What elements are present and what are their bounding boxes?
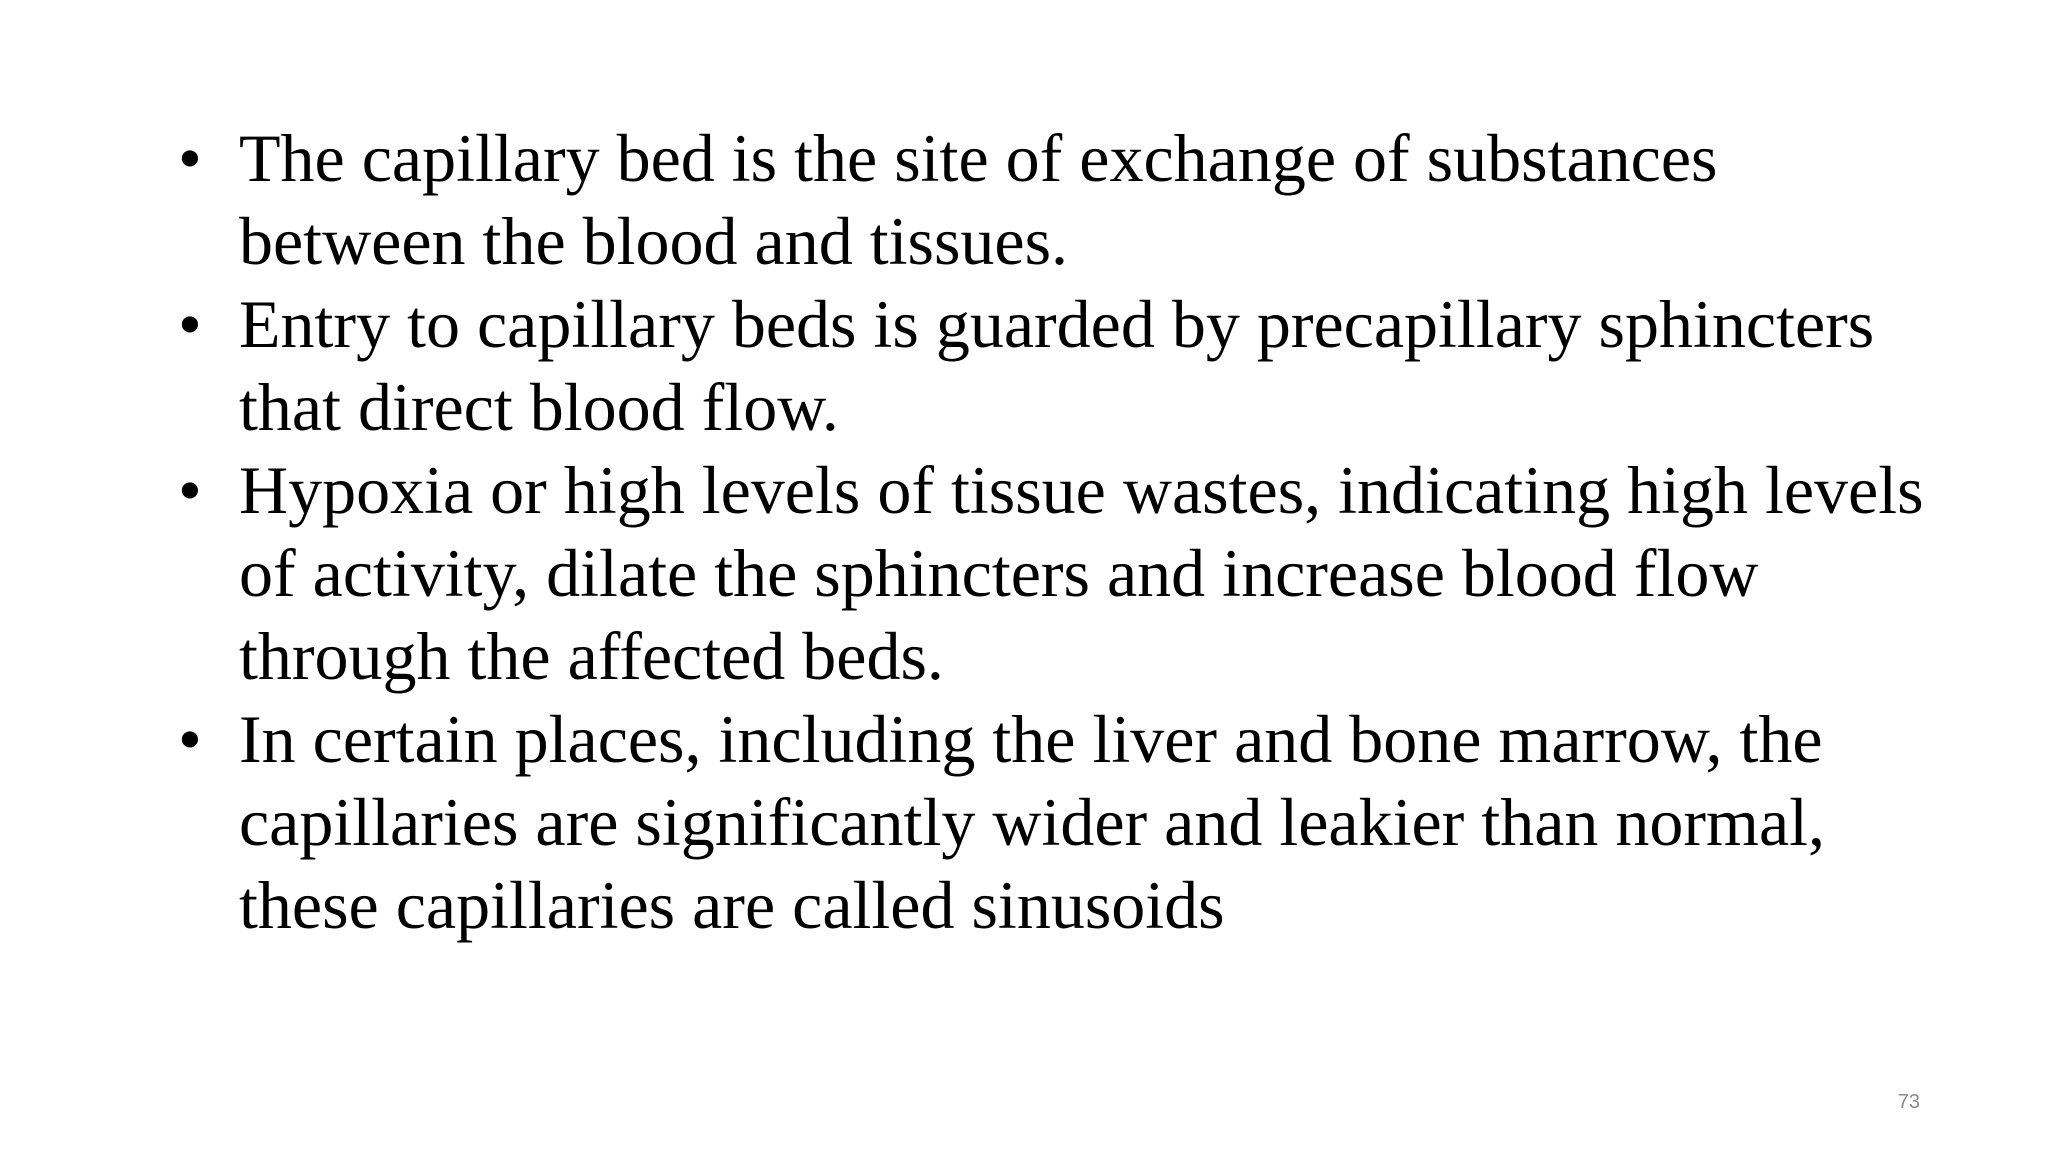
bullet-text: In certain places, including the liver and bone marrow, the capillaries are significantly wider and leakier than normal, these capillaries are called sinusoids [239,701,1826,943]
bullet-text: Entry to capillary beds is guarded by precapillary sphincters that direct blood flow. [239,286,1875,445]
bullet-item-sinusoids [178,698,1938,947]
bullet-item-hypoxia [178,449,1938,698]
page-number: 73 [1897,1091,1920,1113]
bullet-item-sphincters [178,283,1938,449]
bullet-text: The capillary bed is the site of exchange of substances between the blood and tissues. [239,120,1718,279]
bullet-icon: • [178,701,202,777]
bullet-icon: • [178,120,202,196]
bullet-item-exchange [178,117,1938,283]
bullet-icon: • [178,286,202,362]
bullet-icon: • [178,452,202,528]
bullet-list [178,117,1938,947]
bullet-text: Hypoxia or high levels of tissue wastes, indicating high levels of activity, dilate the sphincters and increase blood flow through the affected beds. [239,452,1924,694]
